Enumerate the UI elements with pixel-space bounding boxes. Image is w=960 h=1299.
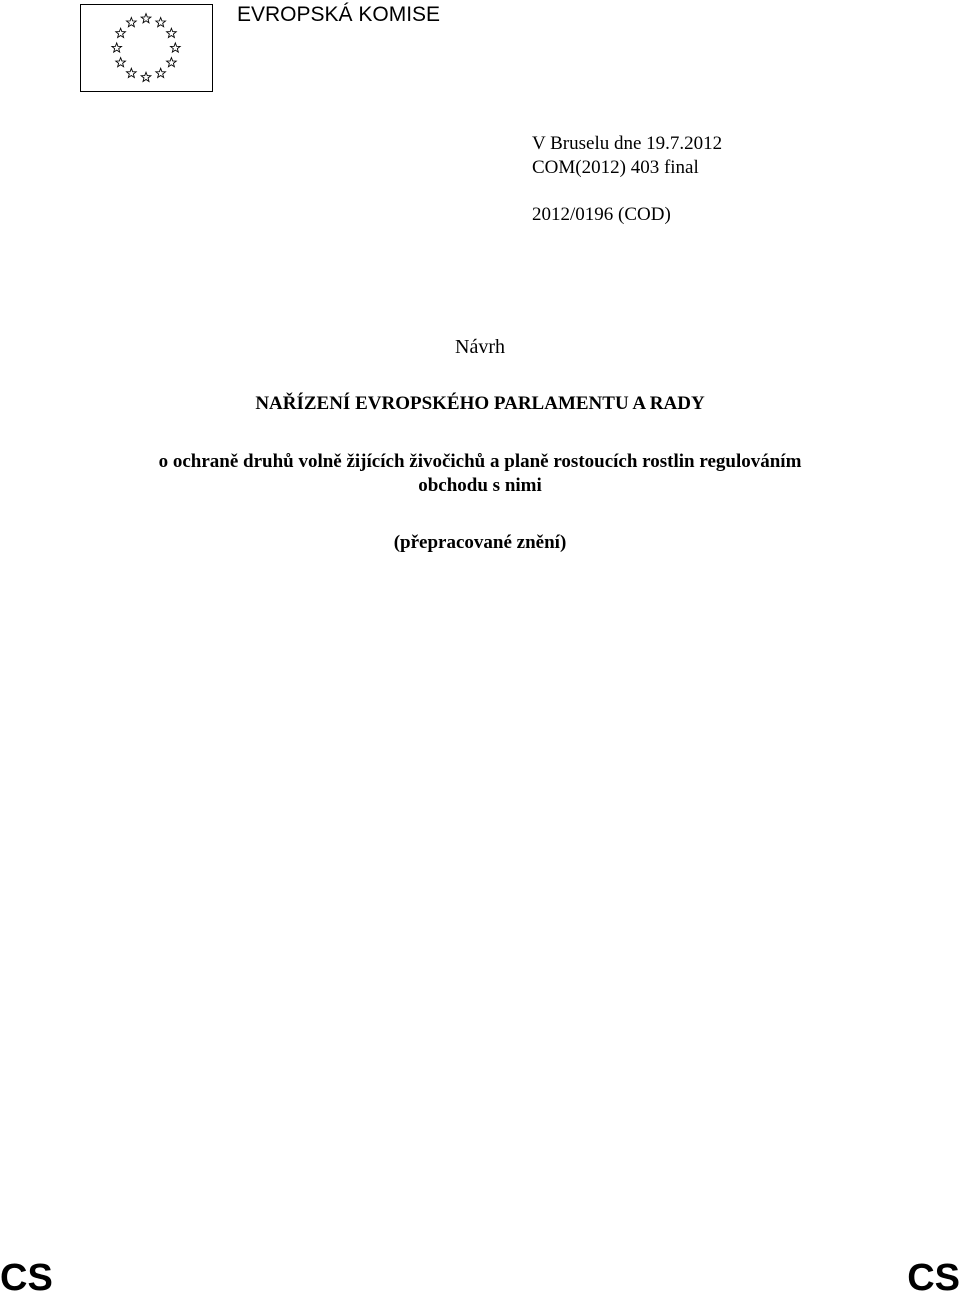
flag-star-icon bbox=[141, 14, 151, 23]
regulation-subject-line-1: o ochraně druhů volně žijících živočichů a planě rostoucích rostlin regulováním bbox=[158, 451, 802, 472]
regulation-title: NAŘÍZENÍ EVROPSKÉHO PARLAMENTU A RADY bbox=[255, 393, 705, 414]
com-reference: COM(2012) 403 final bbox=[532, 157, 699, 178]
flag-star-icon bbox=[116, 28, 126, 37]
flag-star-icon bbox=[112, 43, 122, 52]
flag-star-icon bbox=[167, 58, 177, 67]
flag-star-icon bbox=[116, 58, 126, 67]
procedure-number: 2012/0196 (COD) bbox=[532, 204, 671, 225]
flag-star-icon bbox=[170, 43, 180, 52]
proposal-label: Návrh bbox=[455, 336, 505, 358]
flag-star-icon bbox=[127, 68, 137, 77]
eu-flag-stars-icon bbox=[81, 5, 212, 91]
language-code-right: CS bbox=[907, 1257, 960, 1299]
recast-note: (přepracované znění) bbox=[393, 532, 567, 553]
flag-star-icon bbox=[141, 72, 151, 81]
regulation-subject bbox=[0, 450, 960, 498]
document-date: V Bruselu dne 19.7.2012 bbox=[532, 133, 723, 154]
flag-star-icon bbox=[156, 68, 166, 77]
language-code-left: CS bbox=[0, 1257, 53, 1299]
institution-name: EVROPSKÁ KOMISE bbox=[237, 3, 441, 26]
flag-star-icon bbox=[127, 18, 137, 27]
flag-star-icon bbox=[156, 18, 166, 27]
flag-star-icon bbox=[167, 28, 177, 37]
eu-flag-logo bbox=[80, 4, 213, 92]
regulation-subject-line-2: obchodu s nimi bbox=[418, 475, 542, 496]
